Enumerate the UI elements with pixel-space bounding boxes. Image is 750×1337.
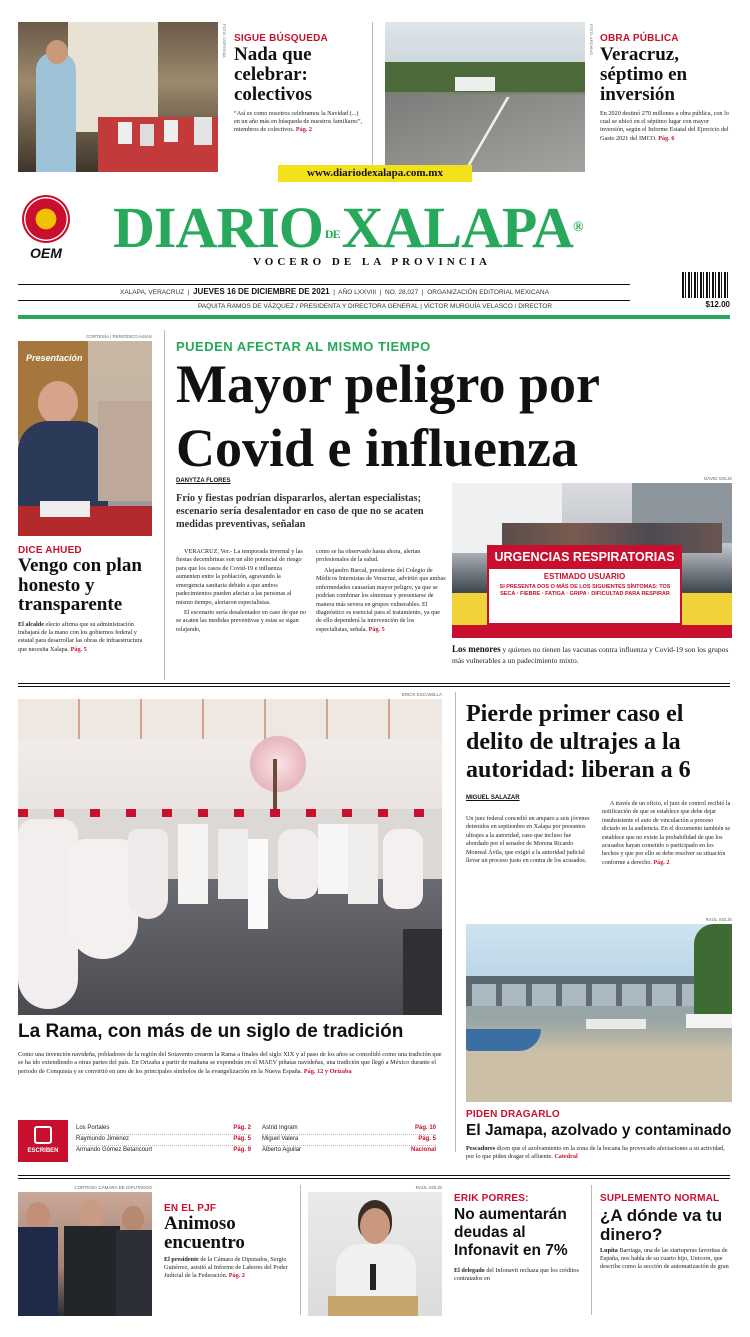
- colectivos-photo: [18, 22, 218, 172]
- rama-credit: ERICK ESCAMILLA: [401, 692, 442, 697]
- ahued-photo: [18, 341, 152, 536]
- ahued-credit: CORTESÍA / PERIÓDICO ASIAS: [86, 334, 152, 339]
- jamapa-summary: [466, 1145, 732, 1161]
- masthead-title[interactable]: [113, 195, 643, 260]
- infonavit-credit: RAÚL SOLÍS: [415, 1185, 442, 1190]
- pjf-page-ref[interactable]: Pág. 2: [228, 1272, 245, 1280]
- pjf-summary-text: de la Cámara de Diputados, Sergio Gutiérrez, asistió al Informe de Labores del Poder Judicial de la Federación.: [164, 1256, 288, 1280]
- pjf-headline[interactable]: Animoso encuentro: [164, 1213, 245, 1254]
- infonavit-summary-lead: El delegado: [454, 1267, 485, 1274]
- oem-logo: [20, 195, 72, 265]
- urgencias-caption: [452, 644, 732, 665]
- lead-body-col2-text: Alejandro Barcal, presidente del Colegio de Médicos Internistas de Veracruz, advirtió que ambas enfermedades causarían mayor peligro, ya que se podrían combinar los síntomas y presentarse de manera más severa en grupos vulnerables. El diagnóstico es esencial para el tratamiento, ya que de ello dependerá la intervención de los especialistas, señala.: [316, 566, 446, 633]
- rama-page-ref[interactable]: Pág. 12 y Orizaba: [303, 1067, 352, 1075]
- escriben-name: Raymundo Jiménez: [76, 1136, 130, 1142]
- rama-summary: [18, 1051, 442, 1076]
- inversion-kicker: OBRA PÚBLICA: [600, 33, 679, 44]
- ahued-summary: [18, 621, 152, 654]
- escriben-page: Pág. 5: [233, 1136, 251, 1142]
- lead-body-col2: [316, 548, 446, 634]
- escriben-item[interactable]: [76, 1147, 251, 1157]
- ultrajes-col2: [602, 800, 732, 867]
- colectivos-page-ref[interactable]: Pág. 2: [295, 126, 313, 134]
- escriben-page: Pág. 5: [418, 1136, 436, 1142]
- suplemento-kicker: SUPLEMENTO NORMAL: [600, 1193, 720, 1204]
- ahued-summary-text: electo afirma que su administración trabajará de la mano con los gobiernos federal y estatal para desarrollar las obras de infraestructura que necesita Xalapa.: [18, 621, 143, 653]
- ahued-summary-lead: El alcalde: [18, 621, 44, 628]
- masthead-reg: ®: [572, 220, 583, 235]
- ultrajes-col2-text: A través de un oficio, el juez de control recibió la notificación de que se establece que debe dejar insubsistente el auto de vinculación a proceso dictado en la audiencia. En el documento también se establece que no existe la probabilidad de que los acusados hayan cometido o participado en los hechos y que por ello se debe resolver su situación conforme a derecho.: [602, 801, 731, 866]
- jamapa-page-ref[interactable]: Catedral: [554, 1153, 578, 1161]
- ahued-headline[interactable]: Vengo con plan honesto y transparente: [18, 555, 142, 616]
- colectivos-kicker: SIGUE BÚSQUEDA: [234, 33, 328, 44]
- lead-body-col2-p1: como se ha observado hasta ahora, alertan profesionales de la salud.: [316, 548, 421, 564]
- edition-year: AÑO LXXVIII: [338, 289, 377, 296]
- suplemento-summary-text: Barriaga, una de las startuperas favoritas de España, nos habla de su cuarto hijo, Unicorn, que describe como la sección de automatización de gran: [600, 1247, 729, 1271]
- pjf-kicker: EN EL PJF: [164, 1203, 217, 1214]
- lead-photo-credit: DAVID SOLIS: [704, 476, 732, 481]
- infonavit-summary-text: del Infonavit rechaza que los créditos contratados en: [454, 1267, 579, 1283]
- escriben-page: Pág. 9: [233, 1147, 251, 1153]
- lead-body-col1-p2: El escenario sería desalentador en caso de que no se acaten las medidas preventivas y estas se sigan relajando,: [176, 608, 306, 633]
- masthead-title-de: DE: [324, 226, 340, 241]
- pjf-credit: CORTESÍA CÁMARA DE DIPUTADOS: [74, 1185, 152, 1190]
- edition-org: ORGANIZACIÓN EDITORIAL MEXICANA: [427, 289, 549, 296]
- lead-body-col2-p2: [316, 567, 446, 634]
- suplemento-headline[interactable]: ¿A dónde va tu dinero?: [600, 1206, 723, 1245]
- escriben-name: Los Portales: [76, 1125, 110, 1131]
- pjf-photo: [18, 1192, 152, 1316]
- infonavit-headline[interactable]: No aumentarán deudas al Infonavit en 7%: [454, 1206, 568, 1259]
- lead-page-ref[interactable]: Pág. 5: [368, 625, 385, 633]
- escriben-page: Nacional: [410, 1147, 436, 1153]
- edition-number: NO. 28,027: [385, 289, 419, 296]
- oem-label: OEM: [30, 245, 62, 261]
- urgencias-sign-sub: ESTIMADO USUARIO: [543, 572, 626, 581]
- price-label: $12.00: [705, 300, 730, 309]
- pjf-summary: [164, 1256, 294, 1281]
- inversion-page-ref[interactable]: Pág. 6: [658, 134, 675, 142]
- ahued-page-ref[interactable]: Pág. 5: [70, 645, 87, 653]
- escriben-item[interactable]: [262, 1125, 436, 1135]
- lead-headline-line-2[interactable]: Covid e influenza: [176, 418, 579, 478]
- jamapa-headline[interactable]: El Jamapa, azolvado y contaminado: [466, 1122, 732, 1139]
- ahued-banner: Presentación: [26, 353, 83, 363]
- edition-date: JUEVES 16 DE DICIEMBRE DE 2021: [193, 287, 330, 296]
- escriben-name: Astrid Ingram: [262, 1125, 298, 1131]
- ultrajes-headline[interactable]: Pierde primer caso el delito de ultrajes a la autoridad: liberan a 6: [466, 701, 691, 783]
- jamapa-river-photo: [466, 924, 732, 1102]
- jamapa-credit: RAÚL SOLÍS: [705, 917, 732, 922]
- inversion-headline[interactable]: Veracruz, séptimo en inversión: [600, 44, 688, 105]
- carretera-photo: [385, 22, 585, 172]
- lead-headline-line-1[interactable]: Mayor peligro por: [176, 354, 600, 414]
- escriben-label: ESCRIBEN: [27, 1148, 59, 1154]
- suplemento-summary-lead: Lupita: [600, 1247, 618, 1254]
- urgencias-sign: [487, 545, 682, 625]
- escriben-page: Pág. 10: [414, 1125, 436, 1131]
- urgencias-caption-text: y quienes no tienen las vacunas contra influenza y Covid-19 son los grupos más vulnerables a un padecimiento mixto.: [452, 645, 729, 665]
- ultrajes-byline: MIGUEL SALAZAR: [466, 795, 520, 801]
- edition-city: XALAPA, VERACRUZ: [120, 289, 185, 296]
- jamapa-summary-text: dicen que el azolvamiento en la zona de la bocana ha provocado afectaciones a su actividad, por lo que piden dragar el afluente.: [466, 1145, 725, 1161]
- site-url-text: www.diariodexalapa.com.mx: [307, 167, 443, 179]
- microphone-icon: [370, 1264, 376, 1290]
- escriben-item[interactable]: [262, 1147, 436, 1157]
- escriben-item[interactable]: [76, 1136, 251, 1146]
- lead-subhead: Frío y fiestas podrían dispararlos, alertan especialistas; escenario sería desalentador en caso de que no se acaten medidas preventivas, señalan: [176, 493, 424, 530]
- site-url-badge[interactable]: [278, 165, 472, 182]
- rama-summary-text: Como una invención navideña, pobladores de la región del Sotavento crearon la Rama a finales del siglo XIX y al paso de los años se consolidó como una tradición que se ha ido extendiendo a otras partes del país. En Orizaba a partir de mañana se expondrán en el MAEV piñatas navideñas, una tradición que llegó a México durante el periodo de Conquista y se convirtió en uno de los principales símbolos de la evangelización en la Nueva España.: [18, 1051, 442, 1075]
- colectivos-summary: [234, 110, 364, 135]
- jamapa-kicker: PIDEN DRAGARLO: [466, 1109, 560, 1120]
- escriben-item[interactable]: [76, 1125, 251, 1135]
- lead-body-col1: [176, 548, 306, 634]
- urgencias-caption-lead: Los menores: [452, 644, 501, 654]
- escriben-name: Armando Gómez Betancourt: [76, 1147, 153, 1153]
- escriben-name: Miguel Valera: [262, 1136, 299, 1142]
- sun-emblem-icon: [22, 195, 70, 243]
- colectivos-summary-text: “Así es como nosotros celebramos la Navidad (...) en un año más en búsqueda de nuestros familiares”, miembros de colectivos.: [234, 110, 363, 134]
- masthead-title-b: XALAPA: [341, 195, 573, 260]
- pen-icon: [34, 1126, 52, 1144]
- escriben-name: Alberto Aguilar: [262, 1147, 302, 1153]
- ultrajes-page-ref[interactable]: Pág. 2: [653, 859, 670, 866]
- rama-dance-photo: [18, 699, 442, 1015]
- ahued-kicker: DICE AHUED: [18, 545, 82, 556]
- masthead-slogan: VOCERO DE LA PROVINCIA: [253, 256, 491, 268]
- inversion-summary-text: En 2020 destinó 270 millones a obra pública, con lo cual se ubicó en el séptimo lugar con mayor inversión, según el Informe Estatal del Ejercicio del Gasto 2021 del IMCO.: [600, 110, 729, 142]
- escriben-page: Pág. 2: [233, 1125, 251, 1131]
- suplemento-summary: [600, 1247, 732, 1277]
- edition-bar: XALAPA, VERACRUZ | JUEVES 16 DE DICIEMBRE DE 2021 | AÑO LXXVIII | NO. 28,027 | ORGANIZACIÓN EDITORIAL MEXICANA: [120, 287, 549, 296]
- carretera-credit: FOTO: ARCHIVO: [589, 24, 594, 56]
- lead-byline: DANYTZA FLORES: [176, 478, 231, 484]
- barcode-icon: [682, 272, 730, 298]
- escriben-item[interactable]: [262, 1136, 436, 1146]
- lead-body-col1-p1: VERACRUZ, Ver.- La temporada invernal y las fiestas decembrinas son un alto potencial de riesgo para que los casos de Covid-19 e influenza aumenten entre la población, agravando la emergencia sanitaria debido a que ambos padecimientos pueden afectar a las personas al mismo tiempo, alertaron especialistas.: [176, 548, 303, 606]
- infonavit-kicker: ERIK PORRES:: [454, 1193, 529, 1204]
- masthead-title-a: DIARIO: [113, 195, 323, 260]
- colectivos-headline[interactable]: Nada que celebrar: colectivos: [234, 44, 313, 105]
- ultrajes-col1: Un juez federal concedió un amparo a seis jóvenes detenidos en septiembre en Xalapa por presuntos ultrajes a la autoridad, caso que incluso fue abordado por el senador de Morena Ricardo Monreal Ávila, que exigió a la autoridad judicial llevar un proceso justo en contra de los acusados.: [466, 816, 590, 865]
- inversion-summary: [600, 110, 730, 143]
- infonavit-photo: [308, 1192, 442, 1316]
- jamapa-summary-lead: Pescadores: [466, 1145, 496, 1152]
- colectivos-credit: FOTO: CORTESÍA: [222, 24, 227, 58]
- pjf-summary-lead: El presidente: [164, 1256, 199, 1263]
- lead-kicker: PUEDEN AFECTAR AL MISMO TIEMPO: [176, 339, 431, 354]
- masthead-people: PAQUITA RAMOS DE VÁZQUEZ / PRESIDENTA Y DIRECTORA GENERAL | VÍCTOR MURGUÍA VELASCO / DIRECTOR: [197, 303, 553, 310]
- escriben-box: [18, 1120, 68, 1162]
- infonavit-summary: [454, 1267, 588, 1313]
- urgencias-photo: [452, 483, 732, 638]
- rama-headline[interactable]: La Rama, con más de un siglo de tradición: [18, 1021, 404, 1042]
- urgencias-sign-title: URGENCIAS RESPIRATORIAS: [494, 550, 675, 564]
- urgencias-sign-text: SI PRESENTA DOS O MÁS DE LOS SIGUIENTES SÍNTOMAS: TOS SECA · FIEBRE · FATIGA · GRIPA · DIFICULTAD PARA RESPIRAR: [499, 584, 671, 598]
